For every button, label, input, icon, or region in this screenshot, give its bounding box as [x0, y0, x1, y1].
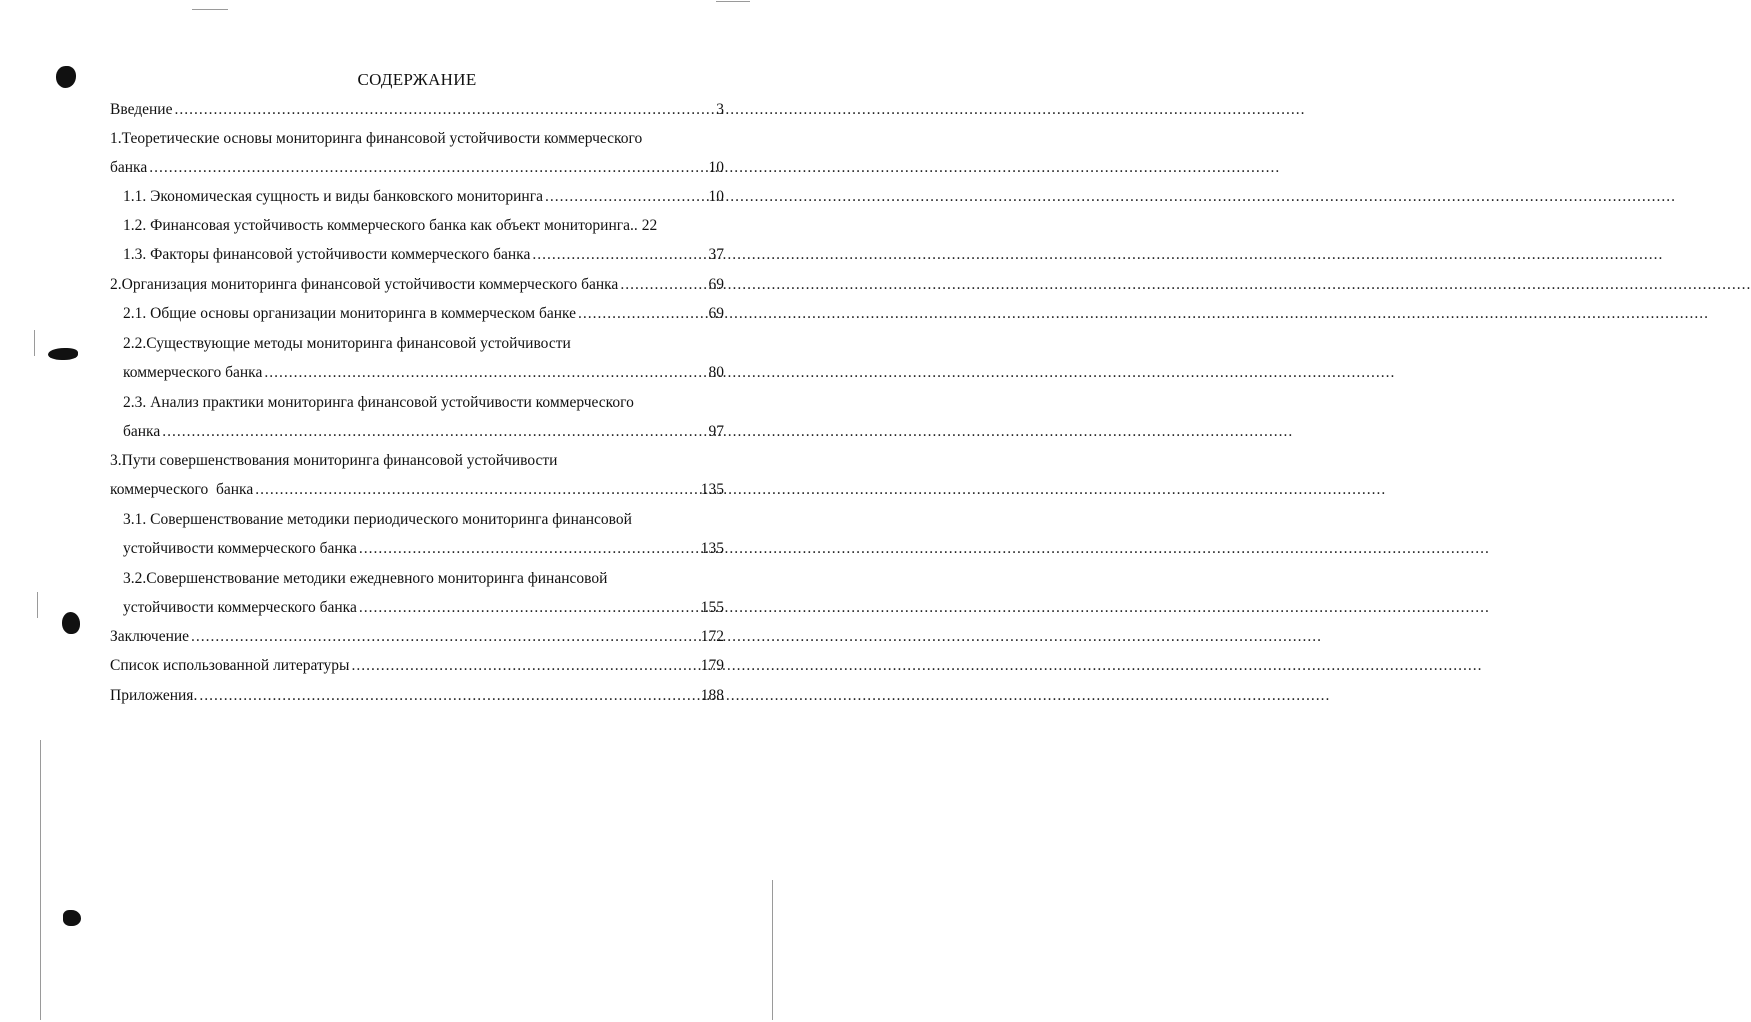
toc-page-number: 135 — [700, 540, 724, 557]
toc-page-number: 69 — [708, 276, 724, 293]
toc-label: коммерческого банка — [110, 481, 254, 498]
toc-page-number: 188 — [700, 687, 724, 704]
toc-label: 1.3. Факторы финансовой устойчивости коммерческого банка — [123, 246, 531, 263]
toc-page-number: 22 — [641, 217, 658, 234]
leader-dots — [174, 99, 714, 121]
toc-entry-1-2 — [123, 215, 724, 237]
toc-entry-2-2 — [123, 362, 724, 384]
toc-entry-2-3 — [123, 421, 724, 443]
leader-dots — [545, 186, 707, 208]
toc-label: устойчивости коммерческого банка — [123, 540, 357, 557]
toc-label: 2.Организация мониторинга финансовой устойчивости коммерческого банка — [110, 276, 619, 293]
toc-page-number: 10 — [708, 188, 724, 205]
toc-entry-1-3 — [123, 244, 724, 266]
scan-edge-left-3 — [40, 740, 41, 1020]
toc-label: коммерческого банка — [123, 364, 263, 381]
toc-label: Список использованной литературы — [110, 657, 350, 674]
toc-entry-conclusion — [110, 626, 724, 648]
leader-dots — [351, 655, 698, 677]
scan-edge-right — [772, 880, 773, 1020]
scan-edge-top-right — [716, 1, 750, 2]
leader-dots — [532, 244, 706, 266]
toc-page-number: 10 — [708, 159, 724, 176]
toc-entry-ch1-line1: 1.Теоретические основы мониторинга финансовой устойчивости коммерческого — [110, 130, 643, 147]
scan-edge-left-1 — [34, 330, 35, 356]
toc-page-number: 97 — [708, 423, 724, 440]
leader-dots — [578, 303, 706, 325]
toc-page-number: 135 — [700, 481, 724, 498]
toc-label: банка — [123, 423, 161, 440]
toc-entry-ch3 — [110, 479, 724, 501]
document-page — [0, 0, 795, 1022]
toc-label: устойчивости коммерческого банка — [123, 599, 357, 616]
toc-page-number: 172 — [700, 628, 724, 645]
toc-page-number: 155 — [700, 599, 724, 616]
toc-label: Заключение — [110, 628, 190, 645]
leader-dots — [149, 157, 706, 179]
leader-dots — [264, 362, 706, 384]
page-title: СОДЕРЖАНИЕ — [357, 70, 477, 89]
toc-entry-ch2 — [110, 274, 724, 296]
toc-label: Приложения. — [110, 687, 198, 704]
toc-entry-ch3-line1: 3.Пути совершенствования мониторинга финансовой устойчивости — [110, 452, 558, 469]
toc-entry-appendices — [110, 685, 724, 707]
leader-dots — [620, 274, 706, 296]
leader-dots — [359, 538, 699, 560]
toc-entry-ch1 — [110, 157, 724, 179]
toc-entry-3-2 — [123, 597, 724, 619]
toc-label: банка — [110, 159, 148, 176]
toc-entry-3-2-line1: 3.2.Совершенствование методики ежедневного мониторинга финансовой — [123, 570, 608, 587]
leader-dots — [162, 421, 706, 443]
punch-hole-blot-4 — [63, 910, 81, 926]
punch-hole-blot-3 — [62, 612, 80, 634]
toc-page-number: 69 — [708, 305, 724, 322]
toc-page-number: 37 — [708, 246, 724, 263]
toc-entry-2-2-line1: 2.2.Существующие методы мониторинга финансовой устойчивости — [123, 335, 571, 352]
punch-hole-blot-1 — [56, 66, 76, 88]
toc-label: 1.1. Экономическая сущность и виды банковского мониторинга — [123, 188, 543, 205]
toc-page-number: 3 — [716, 101, 724, 118]
toc-label: Введение — [110, 101, 173, 118]
toc-label: 2.1. Общие основы организации мониторинга в коммерческом банке — [123, 305, 577, 322]
leader-dots — [255, 479, 699, 501]
toc-page-number: 179 — [700, 657, 724, 674]
punch-hole-blot-2 — [48, 348, 78, 360]
leader-dots — [191, 626, 699, 648]
toc-label: 1.2. Финансовая устойчивость коммерческого банка как объект мониторинга.. — [123, 217, 638, 234]
scan-edge-top-left — [192, 9, 228, 10]
toc-entry-1-1 — [123, 186, 724, 208]
toc-entry-references — [110, 655, 724, 677]
toc-entry-3-1-line1: 3.1. Совершенствование методики периодического мониторинга финансовой — [123, 511, 632, 528]
toc-entry-3-1 — [123, 538, 724, 560]
toc-entry-intro — [110, 99, 724, 121]
scan-edge-left-2 — [37, 592, 38, 618]
leader-dots — [199, 685, 698, 707]
toc-page-number: 80 — [708, 364, 724, 381]
toc-entry-2-1 — [123, 303, 724, 325]
toc-entry-2-3-line1: 2.3. Анализ практики мониторинга финансовой устойчивости коммерческого — [123, 394, 634, 411]
leader-dots — [359, 597, 699, 619]
